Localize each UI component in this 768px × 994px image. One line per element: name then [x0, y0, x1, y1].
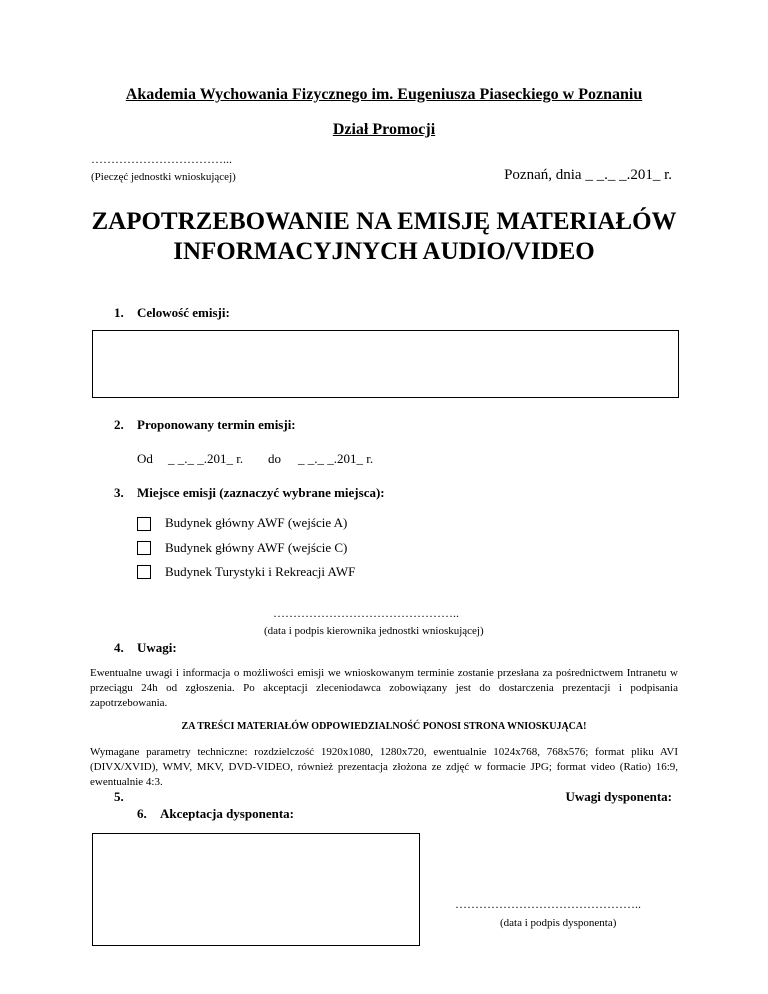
responsibility-warning: ZA TREŚCI MATERIAŁÓW ODPOWIEDZIALNOŚĆ PONOSI STRONA WNIOSKUJĄCA! [181, 721, 587, 732]
purpose-input-box[interactable] [92, 330, 679, 398]
notes-paragraph: Ewentualne uwagi i informacja o możliwości emisji we wnioskowanym terminie zostanie przesłana za pośrednictwem Intranetu w przeciągu 24h od zgłoszenia. Po akceptacji zleceniodawca zobowiązany jest do dostarczenia prezentacji i podpisania zapotrzebowania. [90, 667, 678, 709]
technical-requirements: Wymagane parametry techniczne: rozdzielczość 1920x1080, 1280x720, ewentualnie 1024x768, 768x576; format pliku AVI (DIVX/XVID), WMV, MKV, DVD-VIDEO, również prezentacja złożona ze zdjęć w formacie JPG; format video (Ratio) 16:9, ewentualnie 4:3. [90, 746, 678, 788]
checkbox-entrance-c[interactable] [137, 541, 151, 555]
document-title [0, 207, 768, 267]
section-1-number: 1. [114, 305, 124, 320]
option-entrance-c-label: Budynek główny AWF (wejście C) [165, 540, 348, 555]
date-line: Poznań, dnia _ _._ _.201_ r. [504, 167, 672, 183]
title-line-2: INFORMACYJNYCH AUDIO/VIDEO [173, 238, 595, 265]
section-5-label: Uwagi dysponenta: [565, 789, 672, 804]
stamp-label: (Pieczęć jednostki wnioskującej) [91, 171, 236, 183]
department-name: Dział Promocji [332, 121, 436, 138]
checkbox-tourism-building[interactable] [137, 565, 151, 579]
manager-signature-label: (data i podpis dysponenta) [500, 917, 617, 929]
manager-signature-line[interactable]: ……………………………………….. [455, 897, 641, 911]
section-2-label: Proponowany termin emisji: [137, 417, 296, 432]
section-5-number: 5. [114, 789, 124, 804]
section-4-label: Uwagi: [137, 640, 177, 655]
checkbox-entrance-a[interactable] [137, 517, 151, 531]
section-2-number: 2. [114, 417, 124, 432]
section-1-label: Celowość emisji: [137, 305, 230, 320]
institution-name: Akademia Wychowania Fizycznego im. Eugeniusza Piaseckiego w Poznaniu [125, 86, 643, 103]
section-3-number: 3. [114, 485, 124, 500]
term-to-value[interactable]: _ _._ _.201_ r. [298, 451, 374, 466]
section-3-label: Miejsce emisji (zaznaczyć wybrane miejsca): [137, 485, 385, 500]
section-4-number: 4. [114, 640, 124, 655]
option-tourism-building-label: Budynek Turystyki i Rekreacji AWF [165, 564, 356, 579]
section-6-number: 6. [137, 806, 147, 821]
stamp-dotted-line: ……………………………... [91, 152, 232, 166]
title-line-1: ZAPOTRZEBOWANIE NA EMISJĘ MATERIAŁÓW [91, 208, 677, 235]
applicant-signature-label: (data i podpis kierownika jednostki wnioskującej) [264, 625, 484, 637]
option-entrance-a-label: Budynek główny AWF (wejście A) [165, 515, 348, 530]
term-to-label: do [268, 451, 281, 466]
term-from-value[interactable]: _ _._ _.201_ r. [168, 451, 244, 466]
section-6-label: Akceptacja dysponenta: [160, 806, 294, 821]
acceptance-input-box[interactable] [92, 833, 420, 946]
applicant-signature-line[interactable]: ……………………………………….. [273, 606, 459, 620]
term-from-label: Od [137, 451, 153, 466]
